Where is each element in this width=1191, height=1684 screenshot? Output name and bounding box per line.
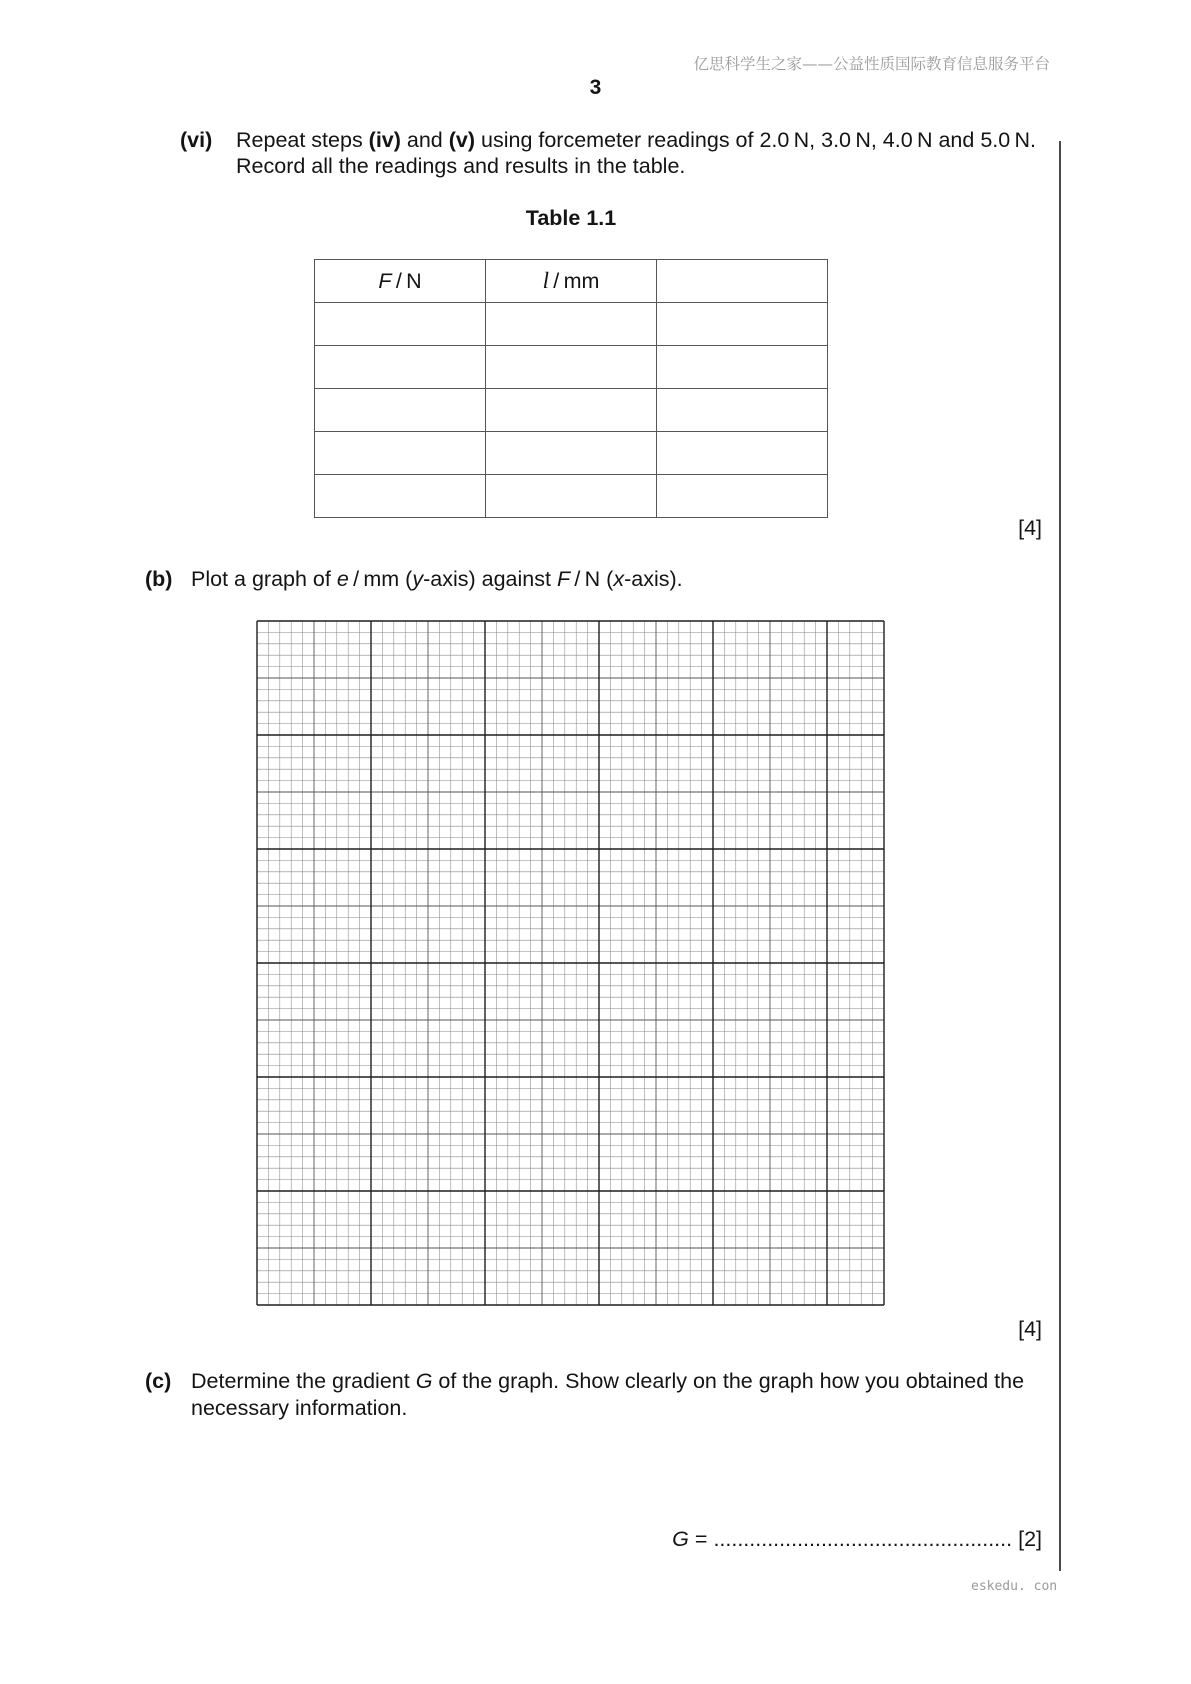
question-c-label: (c) bbox=[145, 1369, 172, 1393]
column-symbol: F bbox=[378, 269, 392, 293]
bold-text: (iv) bbox=[368, 128, 401, 152]
marks-b: [4] bbox=[1018, 1317, 1042, 1341]
italic-symbol: y bbox=[412, 567, 424, 591]
text-run: -axis). bbox=[624, 567, 683, 591]
text-run: Plot a graph of bbox=[191, 567, 337, 591]
marks-vi: [4] bbox=[1018, 516, 1042, 540]
question-vi-label: (vi) bbox=[180, 128, 213, 152]
margin-rule bbox=[1059, 141, 1061, 1571]
answer-dots: .................................................. bbox=[713, 1527, 1013, 1551]
table-cell bbox=[315, 432, 486, 475]
table-cell bbox=[657, 475, 828, 518]
table-cell bbox=[486, 389, 657, 432]
table-cell bbox=[657, 389, 828, 432]
column-header bbox=[657, 260, 828, 303]
question-c-text-line1 bbox=[191, 1368, 1024, 1394]
column-symbol: l bbox=[542, 268, 549, 293]
table-row bbox=[315, 432, 828, 475]
question-b-text bbox=[191, 566, 683, 592]
table-cell bbox=[315, 389, 486, 432]
footer-watermark: eskedu. con bbox=[971, 1579, 1058, 1594]
results-table bbox=[314, 259, 828, 518]
table-row bbox=[315, 346, 828, 389]
table-cell bbox=[315, 346, 486, 389]
column-header bbox=[315, 260, 486, 303]
italic-symbol: G bbox=[415, 1369, 433, 1393]
italic-symbol: e bbox=[336, 567, 349, 591]
table-cell bbox=[486, 346, 657, 389]
bold-text: (v) bbox=[448, 128, 476, 152]
table-cell bbox=[657, 432, 828, 475]
table-row bbox=[315, 389, 828, 432]
question-b-label: (b) bbox=[145, 567, 173, 591]
italic-symbol: x bbox=[613, 567, 625, 591]
table-cell bbox=[657, 303, 828, 346]
table-cell bbox=[315, 303, 486, 346]
text-run: Determine the gradient bbox=[191, 1369, 416, 1393]
text-run: / N ( bbox=[570, 567, 614, 591]
table-cell bbox=[486, 475, 657, 518]
question-vi-text-line1 bbox=[236, 127, 1036, 153]
header-watermark: 亿思科学生之家——公益性质国际教育信息服务平台 bbox=[693, 55, 1050, 73]
table-caption: Table 1.1 bbox=[525, 206, 617, 230]
italic-symbol: F bbox=[556, 567, 571, 591]
column-unit: / N bbox=[391, 269, 422, 293]
column-header bbox=[486, 260, 657, 303]
table-cell bbox=[486, 432, 657, 475]
table-row bbox=[315, 475, 828, 518]
text-run: of the graph. Show clearly on the graph how you obtained the bbox=[432, 1369, 1025, 1393]
page-number: 3 bbox=[589, 76, 602, 99]
text-run: -axis) against bbox=[423, 567, 557, 591]
text-run: Repeat steps bbox=[236, 128, 369, 152]
marks-c: [2] bbox=[1018, 1527, 1042, 1551]
question-vi-text-line2: Record all the readings and results in the table. bbox=[236, 154, 686, 178]
text-run: using forcemeter readings of 2.0 N, 3.0 N, 4.0 N and 5.0 N. bbox=[475, 128, 1037, 152]
table-cell bbox=[486, 303, 657, 346]
table-row bbox=[315, 303, 828, 346]
answer-line bbox=[672, 1526, 1042, 1552]
question-c-text-line2: necessary information. bbox=[191, 1396, 408, 1420]
answer-equals: = bbox=[694, 1527, 708, 1551]
answer-symbol: G bbox=[672, 1527, 689, 1551]
table-cell bbox=[657, 346, 828, 389]
graph-paper-grid bbox=[256, 620, 885, 1306]
text-run: and bbox=[400, 128, 449, 152]
table-cell bbox=[315, 475, 486, 518]
text-run: / mm ( bbox=[348, 567, 413, 591]
column-unit: / mm bbox=[548, 269, 600, 293]
table-header-row bbox=[315, 260, 828, 303]
